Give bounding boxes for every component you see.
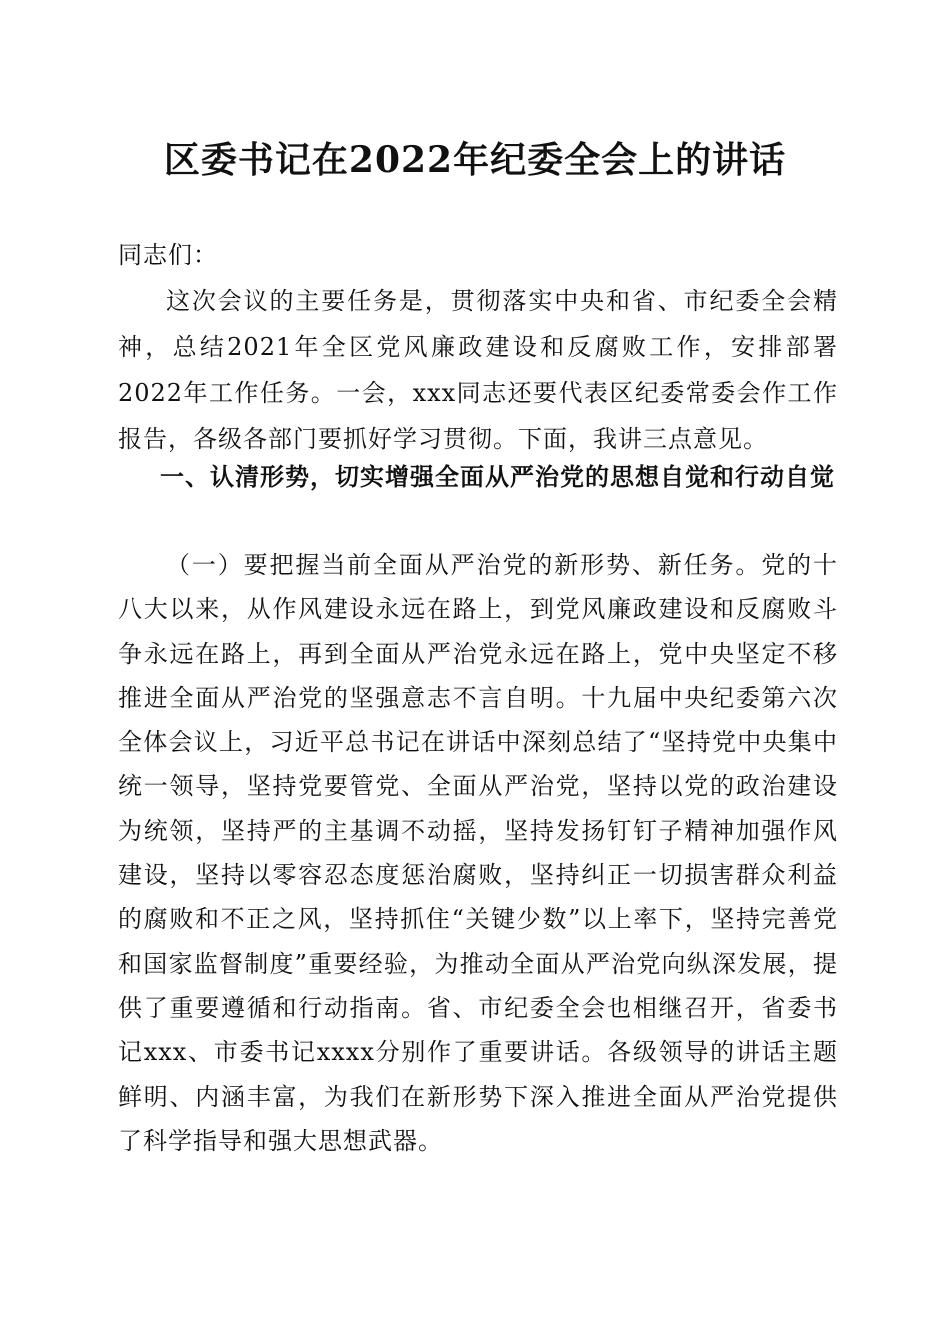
salutation: 同志们： [118, 241, 218, 269]
intro-paragraph: 这次会议的主要任务是，贯彻落实中央和省、市纪委全会精神，总结2021年全区党风廉政建设和反腐败工作，安排部署2022年工作任务。一会，xxx同志还要代表区纪委常委会作工作报告，各级各部门要抓好学习贯彻。下面，我讲三点意见。 [118, 287, 838, 453]
document-title: 区委书记在2022年纪委全会上的讲话 [163, 139, 787, 181]
subsection-label-1: （一）要把握当前全面从严治党的新形势、新任务。 [166, 551, 762, 579]
subsection-paragraph-1 [118, 543, 838, 1163]
section-heading-1: 一、认清形势，切实增强全面从严治党的思想自觉和行动自觉 [160, 463, 835, 491]
subsection-text-1: 党的十八大以来，从作风建设永远在路上，到党风廉政建设和反腐败斗争永远在路上，再到全面从严治党永远在路上，党中央坚定不移推进全面从严治党的坚强意志不言自明。十九届中央纪委第六次全体会议上，习近平总书记在讲话中深刻总结了“坚持党中央集中统一领导，坚持党要管党、全面从严治党，坚持以党的政治建设为统领，坚持严的主基调不动摇，坚持发扬钉钉子精神加强作风建设，坚持以零容忍态度惩治腐败，坚持纠正一切损害群众利益的腐败和不正之风，坚持抓住“关键少数”以上率下，坚持完善党和国家监督制度”重要经验，为推动全面从严治党向纵深发展，提供了重要遵循和行动指南。省、市纪委全会也相继召开，省委书记xxx、市委书记xxxx分别作了重要讲话。各级领导的讲话主题鲜明、内涵丰富，为我们在新形势下深入推进全面从严治党提供了科学指导和强大思想武器。 [118, 551, 839, 1155]
